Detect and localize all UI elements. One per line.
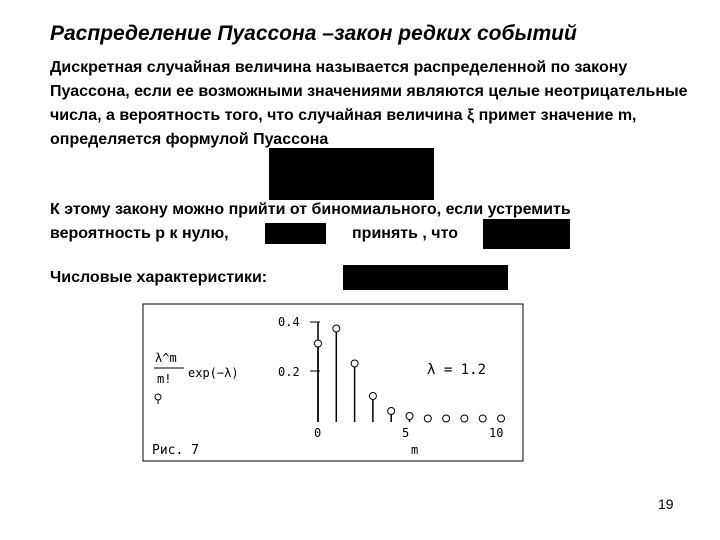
accept-that-text: принять , что — [352, 225, 458, 242]
x-tick-label-5: 5 — [402, 426, 410, 440]
probability-to-zero-text: вероятность р к нулю, — [50, 225, 229, 242]
y-tick-label-top: 0.4 — [278, 315, 300, 329]
y-tick-label-mid: 0.2 — [278, 365, 300, 379]
slide-title: Распределение Пуассона –закон редких событий — [50, 22, 577, 45]
stem-point-0 — [315, 340, 322, 347]
stem-point-3 — [369, 393, 376, 400]
binomial-limit-text: К этому закону можно прийти от биномиального, если устремить — [50, 201, 571, 218]
page-number: 19 — [658, 496, 674, 512]
ylabel-exp: exp(−λ) — [188, 366, 239, 380]
stem-point-4 — [388, 408, 395, 415]
definition-paragraph: Дискретная случайная величина называется распределенной по закону Пуассона, если ее возможными значениями являются целые неотрицательные числа, а вероятность того, что случайная величина ξ примет значение m, определяется формулой Пуассона — [50, 59, 688, 148]
stem-point-9 — [479, 415, 486, 422]
ylabel-marker — [155, 394, 161, 400]
ylabel-numerator: λ^m — [155, 351, 177, 365]
x-tick-label-0: 0 — [314, 426, 322, 440]
ylabel-denominator: m! — [157, 372, 172, 386]
stem-point-1 — [333, 325, 340, 332]
stem-point-10 — [498, 415, 505, 422]
lambda-annotation: λ = 1.2 — [427, 362, 487, 378]
stem-point-5 — [406, 413, 413, 420]
x-axis-label: m — [411, 443, 419, 457]
stem-point-2 — [351, 360, 358, 367]
stem-point-6 — [424, 415, 431, 422]
stem-point-8 — [461, 415, 468, 422]
x-tick-label-10: 10 — [489, 426, 504, 440]
figure-caption: Рис. 7 — [152, 443, 199, 458]
stem-point-7 — [443, 415, 450, 422]
numeric-characteristics-label: Числовые характеристики: — [50, 269, 268, 286]
